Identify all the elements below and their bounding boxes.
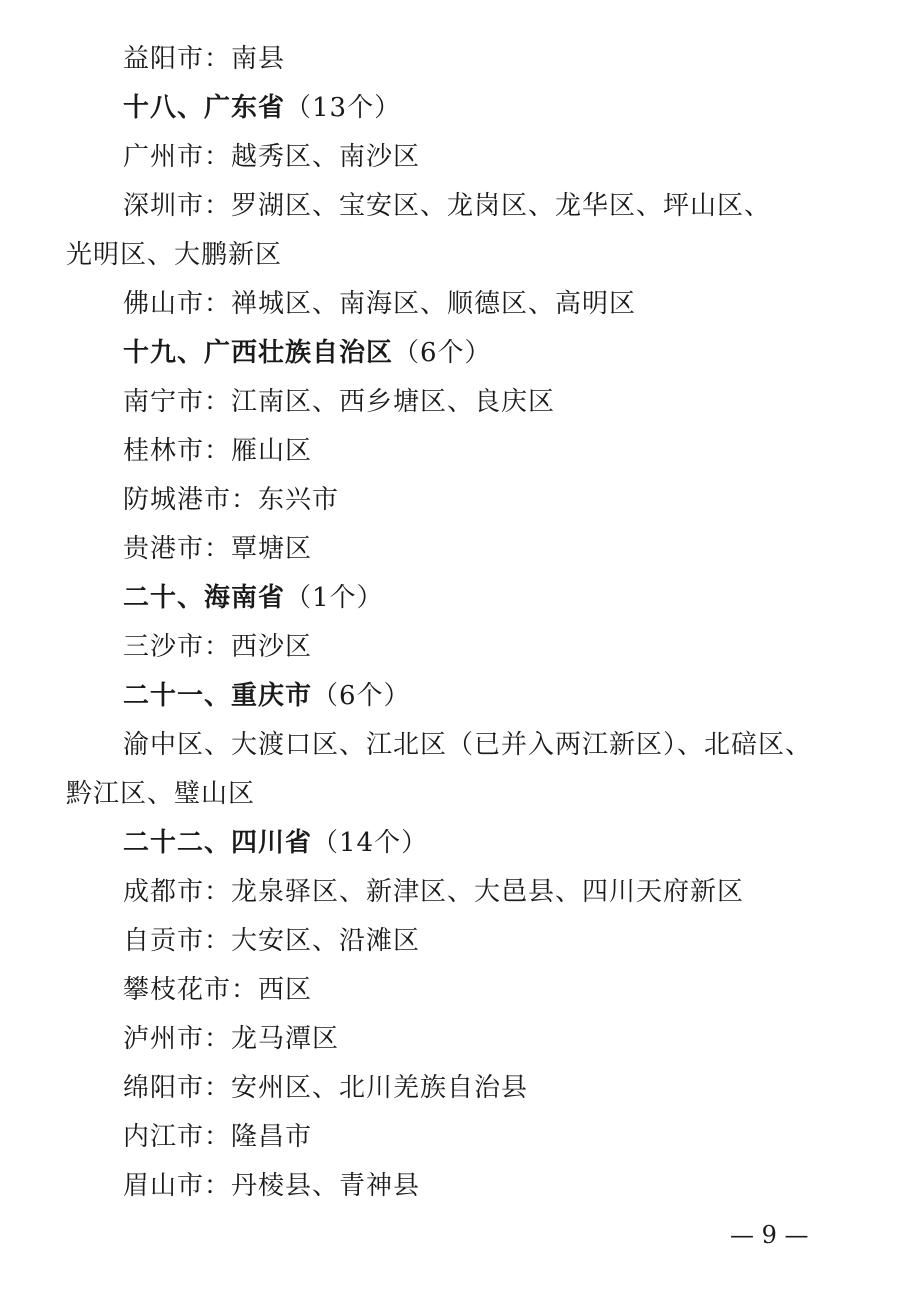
section-heading-count: （6个） <box>393 338 492 368</box>
list-item: 防城港市：东兴市 <box>123 485 340 515</box>
page-number: — 9 — <box>730 1221 809 1249</box>
list-item: 益阳市：南县 <box>123 44 286 74</box>
list-item: 泸州市：龙马潭区 <box>123 1024 340 1054</box>
section-heading <box>123 338 492 368</box>
list-item: 攀枝花市：西区 <box>123 975 313 1005</box>
list-item: 自贡市：大安区、沿滩区 <box>123 926 421 956</box>
list-item: 内江市：隆昌市 <box>123 1122 313 1152</box>
list-item: 南宁市：江南区、西乡塘区、良庆区 <box>123 387 556 417</box>
section-heading <box>123 681 411 711</box>
list-item-continuation: 黔江区、璧山区 <box>66 779 256 809</box>
section-heading-title: 二十一、重庆市 <box>123 681 313 711</box>
list-item: 三沙市：西沙区 <box>123 632 313 662</box>
list-item: 桂林市：雁山区 <box>123 436 313 466</box>
section-heading <box>123 828 428 858</box>
list-item: 深圳市：罗湖区、宝安区、龙岗区、龙华区、坪山区、 <box>123 191 772 221</box>
list-item: 渝中区、大渡口区、江北区（已并入两江新区）、北碚区、 <box>123 730 813 760</box>
section-heading-count: （6个） <box>312 681 411 711</box>
list-item: 佛山市：禅城区、南海区、顺德区、高明区 <box>123 289 637 319</box>
section-heading-title: 二十二、四川省 <box>123 828 313 858</box>
section-heading-count: （14个） <box>312 828 429 858</box>
section-heading-count: （13个） <box>285 93 402 123</box>
section-heading-title: 二十、海南省 <box>123 583 286 613</box>
section-heading-title: 十八、广东省 <box>123 93 286 123</box>
section-heading-title: 十九、广西壮族自治区 <box>123 338 394 368</box>
section-heading <box>123 93 401 123</box>
list-item: 眉山市：丹棱县、青神县 <box>123 1171 421 1201</box>
list-item-continuation: 光明区、大鹏新区 <box>66 240 283 270</box>
section-heading <box>123 583 384 613</box>
list-item: 成都市：龙泉驿区、新津区、大邑县、四川天府新区 <box>123 877 745 907</box>
list-item: 贵港市：覃塘区 <box>123 534 313 564</box>
section-heading-count: （1个） <box>285 583 384 613</box>
list-item: 广州市：越秀区、南沙区 <box>123 142 421 172</box>
list-item: 绵阳市：安州区、北川羌族自治县 <box>123 1073 529 1103</box>
